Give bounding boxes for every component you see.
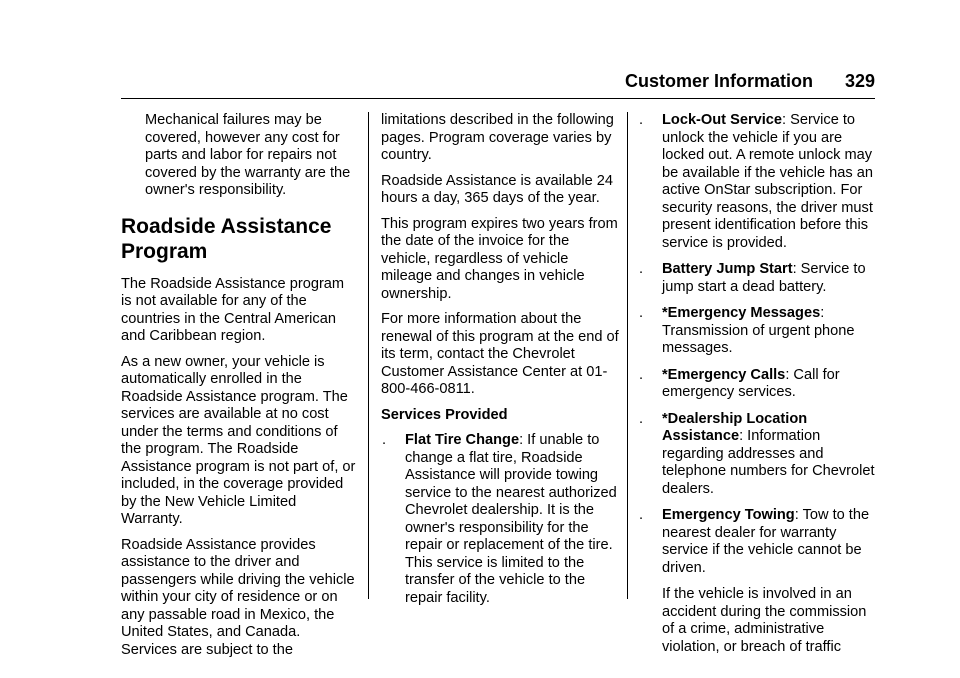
bullet-term: Battery Jump Start	[662, 261, 793, 277]
bullet-text: : If unable to change a flat tire, Roadside Assistance will provide towing service to the nearest authorized Chevrolet dealership. It is the owner's responsibility for the repair or replacement of the tire. This service is limited to the transfer of the vehicle to the repair facility.	[405, 432, 617, 606]
column-divider	[368, 112, 369, 599]
bullet-term: Emergency Towing	[662, 507, 795, 523]
continued-paragraph: Mechanical failures may be covered, however any cost for parts and labor for repairs not covered by the warranty are the owner's responsibility.	[145, 112, 351, 198]
bullet-text: : Information regarding addresses and telephone numbers for Chevrolet dealers.	[662, 428, 875, 497]
paragraph: As a new owner, your vehicle is automatically enrolled in the Roadside Assistance program. The services are available at no cost under the terms and conditions of the program. The Roadside Assistance program is not part of, or included, in the coverage provided by the New Vehicle Limited Warranty.	[121, 353, 356, 527]
bullet-item	[638, 261, 876, 296]
bullet-item	[638, 411, 876, 499]
bullet-item	[638, 367, 876, 402]
bullet-text: : Service to jump start a dead battery.	[662, 261, 866, 295]
bullet-mark: .	[639, 366, 644, 383]
bullet-item	[638, 507, 876, 577]
header-rule	[121, 98, 875, 99]
column-1	[121, 112, 357, 667]
bullet-item	[638, 305, 876, 358]
bullet-continuation: If the vehicle is involved in an accident during the commission of a crime, administrative violation, or breach of traffic	[662, 586, 867, 655]
bullet-mark: .	[639, 410, 644, 427]
bullet-text: : Call for emergency services.	[662, 366, 840, 400]
subheading: Services Provided	[381, 406, 508, 423]
paragraph: limitations described in the following pages. Program coverage varies by country.	[381, 112, 614, 163]
column-3	[638, 112, 876, 656]
paragraph: Roadside Assistance provides assistance to the driver and passengers while driving the vehicle within your city of residence or on any passable road in Mexico, the United States, and Canada. Services are subject to the	[121, 536, 355, 658]
page-number: 329	[844, 71, 875, 91]
bullet-item	[638, 112, 876, 252]
column-divider	[627, 112, 628, 599]
paragraph: This program expires two years from the date of the invoice for the vehicle, regardless of vehicle mileage and changes in vehicle ownership.	[381, 215, 618, 302]
paragraph: Roadside Assistance is available 24 hours a day, 365 days of the year.	[381, 172, 614, 206]
bullet-item	[381, 432, 621, 607]
bullet-text: : Tow to the nearest dealer for warranty service if the vehicle cannot be driven.	[662, 507, 870, 576]
bullet-text: : Service to unlock the vehicle if you are locked out. A remote unlock may be available if the vehicle has an active OnStar subscription. For security reasons, the driver must present identification before this service is provided.	[662, 112, 873, 251]
bullet-mark: .	[639, 112, 644, 128]
column-2	[381, 112, 621, 616]
bullet-mark: .	[639, 261, 644, 277]
bullet-term: Flat Tire Change	[405, 432, 520, 448]
bullet-mark: .	[382, 432, 387, 448]
bullet-mark: .	[639, 305, 644, 321]
bullet-text: : Transmission of urgent phone messages.	[662, 305, 855, 356]
bullet-term: *Emergency Calls	[662, 366, 786, 383]
bullet-term: Lock-Out Service	[662, 112, 783, 128]
section-heading: Roadside Assistance Program	[121, 214, 332, 263]
bullet-mark: .	[639, 507, 644, 523]
bullet-term: *Dealership Location Assistance	[662, 410, 808, 444]
section-title: Customer Information	[624, 71, 813, 91]
paragraph: For more information about the renewal of this program at the end of its term, contact the Chevrolet Customer Assistance Center at 01-800-466-0811.	[381, 311, 619, 397]
paragraph: The Roadside Assistance program is not available for any of the countries in the Central American and Caribbean region.	[121, 275, 345, 344]
bullet-term: *Emergency Messages	[662, 305, 821, 321]
page-header	[121, 66, 875, 96]
